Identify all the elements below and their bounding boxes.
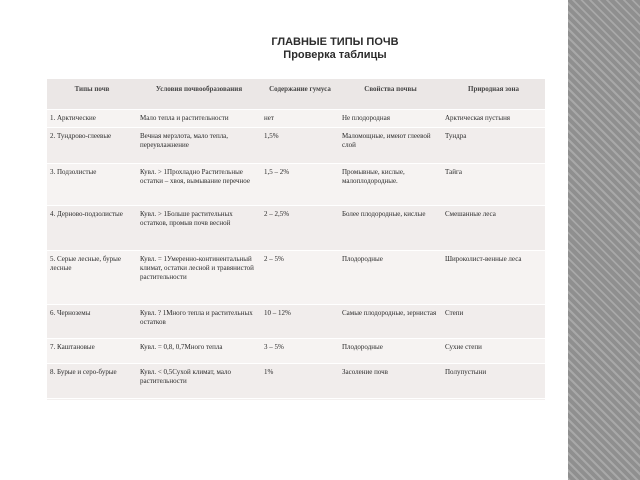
page-subtitle: Проверка таблицы bbox=[283, 49, 387, 61]
cell-natural-zone: Полупустыни bbox=[442, 364, 545, 399]
table-row bbox=[47, 164, 545, 206]
cell-humus: 1,5% bbox=[261, 128, 339, 164]
cell-properties: Засоление почв bbox=[339, 364, 442, 399]
cell-soil-type: 4. Дерново-подзолистые bbox=[47, 206, 137, 251]
cell-properties: Более плодородные, кислые bbox=[339, 206, 442, 251]
cell-conditions: Кувл. > 1Больше растительных остатков, промыв почв весной bbox=[137, 206, 261, 251]
header-soil-type: Типы почв bbox=[47, 79, 137, 110]
cell-natural-zone: Широколист-венные леса bbox=[442, 251, 545, 305]
cell-soil-type: 8. Бурые и серо-бурые bbox=[47, 364, 137, 399]
cell-conditions: Кувл. > 1Прохладно Растительные остатки – хвоя, вымывание перечное bbox=[137, 164, 261, 206]
header-humus: Содержание гумуса bbox=[261, 79, 339, 110]
cell-conditions: Кувл. = 0,8, 0,7Много тепла bbox=[137, 339, 261, 364]
table-row bbox=[47, 305, 545, 339]
cell-soil-type: 3. Подзолистые bbox=[47, 164, 137, 206]
cell-properties: Самые плодородные, зернистая bbox=[339, 305, 442, 339]
cell-soil-type: 2. Тундрово-глеевые bbox=[47, 128, 137, 164]
decorative-side-stripe bbox=[568, 0, 640, 480]
cell-properties: Плодородные bbox=[339, 339, 442, 364]
table-row bbox=[47, 364, 545, 399]
cell-natural-zone: Степи bbox=[442, 305, 545, 339]
cell-soil-type: 5. Серые лесные, бурые лесные bbox=[47, 251, 137, 305]
cell-properties: Не плодородная bbox=[339, 110, 442, 128]
table-row bbox=[47, 110, 545, 128]
cell-natural-zone: Смешанные леса bbox=[442, 206, 545, 251]
table-row bbox=[47, 339, 545, 364]
cell-humus: 1,5 – 2% bbox=[261, 164, 339, 206]
cell-properties: Маломощные, имеют глеевой слой bbox=[339, 128, 442, 164]
cell-soil-type: 6. Черноземы bbox=[47, 305, 137, 339]
cell-conditions: Кувл. ? 1Много тепла и растительных остатков bbox=[137, 305, 261, 339]
table-row bbox=[47, 128, 545, 164]
cell-natural-zone: Арктическая пустыня bbox=[442, 110, 545, 128]
cell-humus: нет bbox=[261, 110, 339, 128]
cell-natural-zone: Сухие степи bbox=[442, 339, 545, 364]
cell-soil-type: 1. Арктические bbox=[47, 110, 137, 128]
cell-properties: Промывные, кислые, малоплодородные. bbox=[339, 164, 442, 206]
cell-humus: 10 – 12% bbox=[261, 305, 339, 339]
cell-conditions: Кувл. < 0,5Сухой климат, мало растительности bbox=[137, 364, 261, 399]
cell-soil-type: 7. Каштановые bbox=[47, 339, 137, 364]
header-properties: Свойства почвы bbox=[339, 79, 442, 110]
soil-types-table bbox=[47, 79, 545, 399]
cell-humus: 2 – 2,5% bbox=[261, 206, 339, 251]
cell-natural-zone: Тайга bbox=[442, 164, 545, 206]
cell-humus: 2 – 5% bbox=[261, 251, 339, 305]
cell-conditions: Кувл. = 1Умеренно-континентальный климат, остатки лесной и травянистой растительности bbox=[137, 251, 261, 305]
cell-properties: Плодородные bbox=[339, 251, 442, 305]
table-row bbox=[47, 206, 545, 251]
header-conditions: Условия почвообразования bbox=[137, 79, 261, 110]
cell-humus: 3 – 5% bbox=[261, 339, 339, 364]
header-natural-zone: Природная зона bbox=[442, 79, 545, 110]
page-title: ГЛАВНЫЕ ТИПЫ ПОЧВ bbox=[271, 36, 399, 48]
cell-conditions: Мало тепла и растительности bbox=[137, 110, 261, 128]
cell-natural-zone: Тундра bbox=[442, 128, 545, 164]
cell-conditions: Вечная мерзлота, мало тепла, переувлажнение bbox=[137, 128, 261, 164]
table-row bbox=[47, 251, 545, 305]
table-header-row bbox=[47, 79, 545, 110]
cell-humus: 1% bbox=[261, 364, 339, 399]
